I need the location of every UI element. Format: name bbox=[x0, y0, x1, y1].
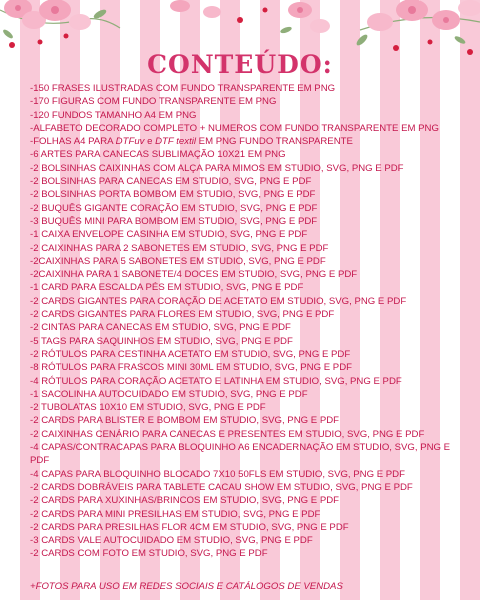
list-item: -5 TAGS PARA SAQUINHOS EM STUDIO, SVG, PNG E PDF bbox=[30, 335, 293, 347]
flower-center-cluster bbox=[170, 0, 330, 34]
list-item: -8 RÓTULOS PARA FRASCOS MINI 30ML EM STUDIO, SVG, PNG E PDF bbox=[30, 362, 352, 374]
list-item: -2 CARDS PARA PRESILHAS FLOR 4CM EM STUDIO, SVG, PNG E PDF bbox=[30, 521, 349, 533]
list-item: -2 BOLSINHAS PORTA BOMBOM EM STUDIO, SVG, PNG E PDF bbox=[30, 189, 316, 201]
list-item: -2 CARDS DOBRÁVEIS PARA TABLETE CACAU SHOW EM STUDIO, SVG, PNG E PDF bbox=[30, 481, 413, 493]
list-item: -2 CARDS PARA MINI PRESILHAS EM STUDIO, SVG, PNG E PDF bbox=[30, 508, 321, 520]
list-item: -1 CARD PARA ESCALDA PÉS EM STUDIO, SVG, PNG E PDF bbox=[30, 282, 304, 294]
list-item: -3 CARDS VALE AUTOCUIDADO EM STUDIO, SVG, PNG E PDF bbox=[30, 535, 313, 547]
list-item-text: EM PNG FUNDO TRANSPARENTE bbox=[196, 136, 353, 148]
list-item: -2 CARDS GIGANTES PARA CORAÇÃO DE ACETATO EM STUDIO, SVG, PNG E PDF bbox=[30, 295, 407, 307]
list-item: -3 BUQUÊS MINI PARA BOMBOM EM STUDIO, SVG, PNG E PDF bbox=[30, 215, 318, 227]
list-item: -4 CAPAS PARA BLOQUINHO BLOCADO 7X10 50FLS EM STUDIO, SVG, PNG E PDF bbox=[30, 468, 405, 480]
list-item: -2 CARDS PARA XUXINHAS/BRINCOS EM STUDIO, SVG, PNG E PDF bbox=[30, 495, 340, 507]
list-item: -2 RÓTULOS PARA CESTINHA ACETATO EM STUDIO, SVG, PNG E PDF bbox=[30, 348, 351, 360]
list-item: -2 CINTAS PARA CANECAS EM STUDIO, SVG, PNG E PDF bbox=[30, 322, 291, 334]
footer-note: +FOTOS PARA USO EM REDES SOCIAIS E CATÁLOGOS DE VENDAS bbox=[30, 581, 343, 592]
list-item: -170 FIGURAS COM FUNDO TRANSPARENTE EM PNG bbox=[30, 96, 277, 108]
list-item: -2CAIXINHA PARA 1 SABONETE/4 DOCES EM STUDIO, SVG, PNG E PDF bbox=[30, 269, 358, 281]
list-item: -6 ARTES PARA CANECAS SUBLIMAÇÃO 10X21 EM PNG bbox=[30, 149, 286, 161]
list-item: -2 CARDS COM FOTO EM STUDIO, SVG, PNG E PDF bbox=[30, 548, 268, 560]
list-item-text: -FOLHAS A4 PARA bbox=[30, 136, 116, 148]
list-item: -2 CARDS GIGANTES PARA FLORES EM STUDIO, SVG, PNG E PDF bbox=[30, 309, 335, 321]
list-item: -2 CAIXINHAS CENÁRIO PARA CANECAS E PRESENTES EM STUDIO, SVG, PNG E PDF bbox=[30, 428, 425, 440]
list-item: -4 CAPAS/CONTRACAPAS PARA BLOQUINHO A6 ENCADERNAÇÃO EM STUDIO, SVG, PNG E PDF bbox=[30, 442, 451, 467]
list-item: -2 BUQUÊS GIGANTE CORAÇÃO EM STUDIO, SVG, PNG E PDF bbox=[30, 202, 318, 214]
list-item: -ALFABETO DECORADO COMPLETO + NUMEROS COM FUNDO TRANSPARENTE EM PNG bbox=[30, 122, 439, 134]
list-item: -2 TUBOLATAS 10X10 EM STUDIO, SVG, PNG E PDF bbox=[30, 402, 266, 414]
list-item: -1 CAIXA ENVELOPE CASINHA EM STUDIO, SVG, PNG E PDF bbox=[30, 229, 308, 241]
list-item-text: e bbox=[144, 136, 156, 148]
list-item: -150 FRASES ILUSTRADAS COM FUNDO TRANSPARENTE EM PNG bbox=[30, 83, 336, 94]
list-item bbox=[30, 135, 470, 148]
list-item: -2 BOLSINHAS CAIXINHAS COM ALÇA PARA MIMOS EM STUDIO, SVG, PNG E PDF bbox=[30, 162, 404, 174]
content-list bbox=[30, 82, 470, 561]
list-item: -2CAIXINHAS PARA 5 SABONETES EM STUDIO, SVG, PNG E PDF bbox=[30, 255, 326, 267]
list-item: -1 SACOLINHA AUTOCUIDADO EM STUDIO, SVG, PNG E PDF bbox=[30, 388, 308, 400]
flower-right-cluster bbox=[355, 0, 480, 55]
list-item: -2 BOLSINHAS PARA CANECAS EM STUDIO, SVG, PNG E PDF bbox=[30, 176, 312, 188]
list-item: -4 RÓTULOS PARA CORAÇÃO ACETATO E LATINHA EM STUDIO, SVG, PNG E PDF bbox=[30, 375, 402, 387]
list-item: -2 CARDS PARA BLISTER E BOMBOM EM STUDIO, SVG, PNG E PDF bbox=[30, 415, 340, 427]
list-item: -120 FUNDOS TAMANHO A4 EM PNG bbox=[30, 109, 197, 121]
list-item-emphasis: DTFuv bbox=[115, 136, 145, 148]
list-item-emphasis: DTF textil bbox=[155, 136, 196, 148]
list-item: -2 CAIXINHAS PARA 2 SABONETES EM STUDIO, SVG, PNG E PDF bbox=[30, 242, 329, 254]
page-title: CONTEÚDO: bbox=[147, 50, 333, 79]
flower-left-cluster bbox=[0, 0, 120, 48]
